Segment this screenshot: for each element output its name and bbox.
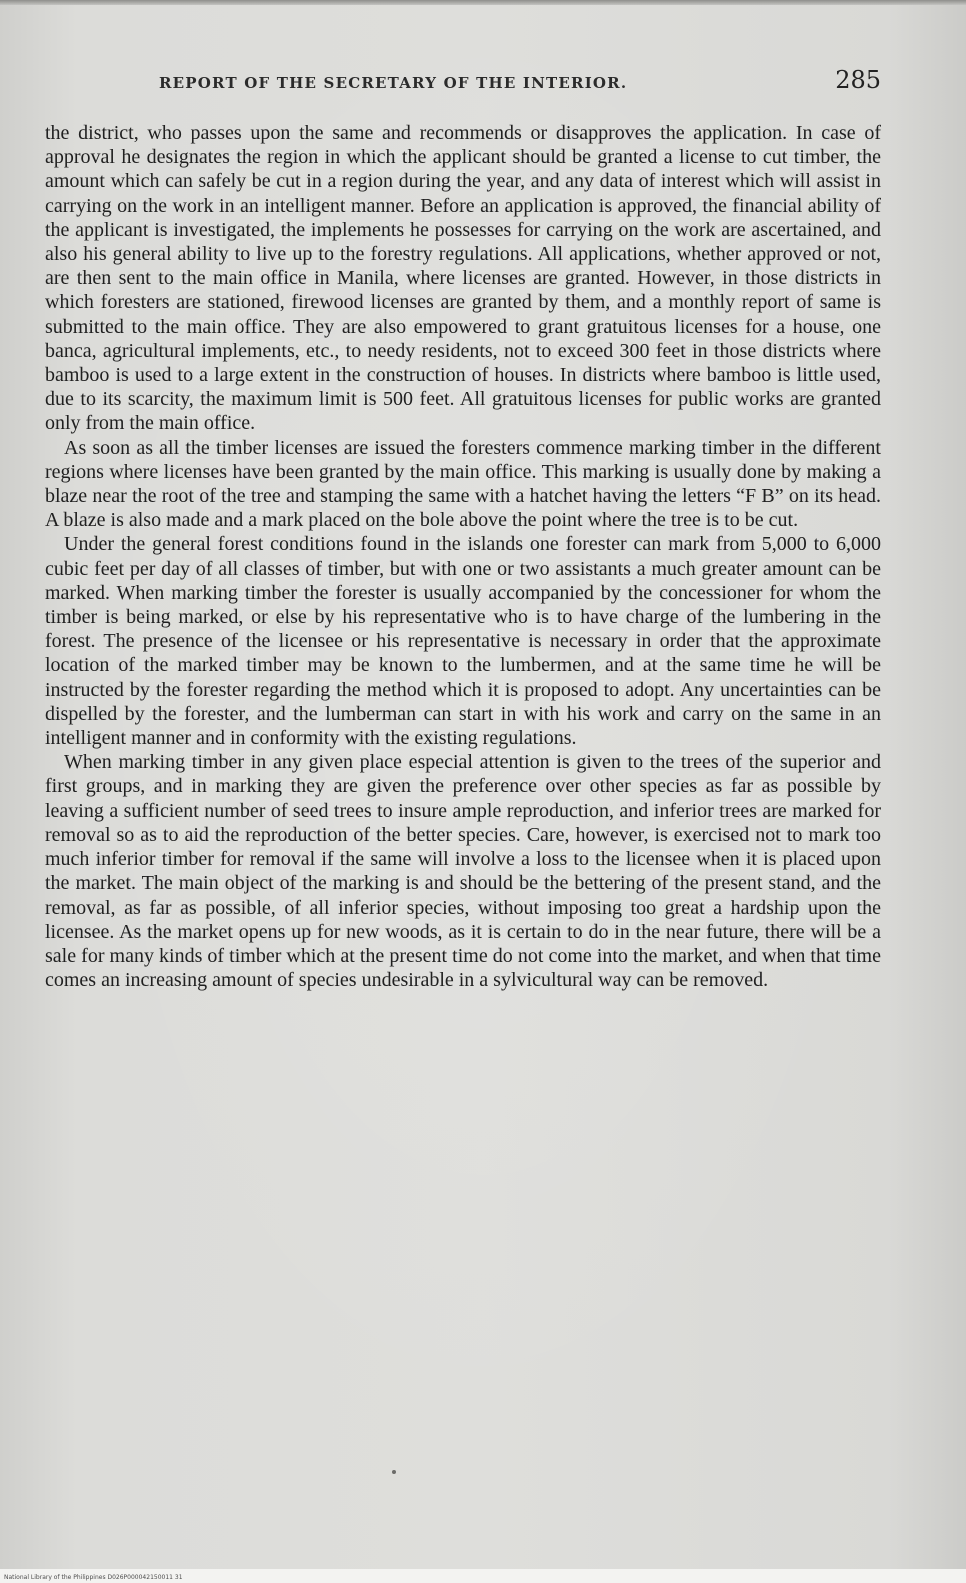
running-head-title: REPORT OF THE SECRETARY OF THE INTERIOR.	[159, 74, 628, 92]
page-top-edge	[0, 0, 966, 5]
print-mark-dot	[392, 1470, 396, 1474]
paragraph-1: the district, who passes upon the same and recommends or disapproves the application. In case of approval he designates the region in which the applicant should be granted a license to cut timber, the amount which can safely be cut in a region during the year, and any data of interest which will assist in carrying on the work in an intelligent manner. Before an application is approved, the financial ability of the applicant is investigated, the implements he possesses for carrying on the work are ascertained, and also his general ability to live up to the forestry regulations. All applications, whether approved or not, are then sent to the main office in Manila, where licenses are granted. However, in those districts in which foresters are stationed, firewood licenses are granted by them, and a monthly report of same is submitted to the main office. They are also empowered to grant gratuitous licenses for a house, one banca, agricultural implements, etc., to needy residents, not to exceed 300 feet in those districts where bamboo is used to a large extent in the construction of houses. In districts where bamboo is little used, due to its scarcity, the maximum limit is 500 feet. All gratuitous licenses for public works are granted only from the main office.	[45, 122, 881, 435]
paragraph-2: As soon as all the timber licenses are issued the foresters commence marking timber in the different regions where licenses have been granted by the main office. This marking is usually done by making a blaze near the root of the tree and stamping the same with a hatchet having the letters “F B” on its head. A blaze is also made and a mark placed on the bole above the point where the tree is to be cut.	[45, 436, 881, 532]
body-text	[45, 121, 881, 1466]
footer-credit: National Library of the Philippines D026P000042150011 31	[4, 1574, 183, 1581]
paragraph-4: When marking timber in any given place especial attention is given to the trees of the superior and first groups, and in marking they are given the preference over other species as far as possible by leaving a sufficient number of seed trees to insure ample reproduction, and inferior trees are marked for removal so as to aid the reproduction of the better species. Care, however, is exercised not to mark too much inferior timber for removal if the same will involve a loss to the licensee when it is placed upon the market. The main object of the marking is and should be the bettering of the present stand, and the removal, as far as possible, of all inferior species, without imposing too great a hardship upon the licensee. As the market opens up for new woods, as it is certain to do in the near future, there will be a sale for many kinds of timber which at the present time do not come into the market, and when that time comes an increasing amount of species undesirable in a sylvicultural way can be removed.	[45, 751, 881, 992]
page-number: 285	[835, 66, 881, 94]
paragraph-3: Under the general forest conditions found in the islands one forester can mark from 5,000 to 6,000 cubic feet per day of all classes of timber, but with one or two assistants a much greater amount can be marked. When marking timber the forester is usually accompanied by the concessioner for whom the timber is being marked, or else by his representative who is to have charge of the lumbering in the forest. The presence of the licensee or his representative is necessary in order that the approximate location of the marked timber may be known to the lumbermen, and at the same time he will be instructed by the forester regarding the method which it is proposed to adopt. Any uncertainties can be dispelled by the forester, and the lumberman can start in with his work and carry on the same in an intelligent manner and in conformity with the existing regulations.	[45, 533, 881, 750]
running-head	[45, 64, 881, 104]
footer-strip	[0, 1569, 966, 1583]
